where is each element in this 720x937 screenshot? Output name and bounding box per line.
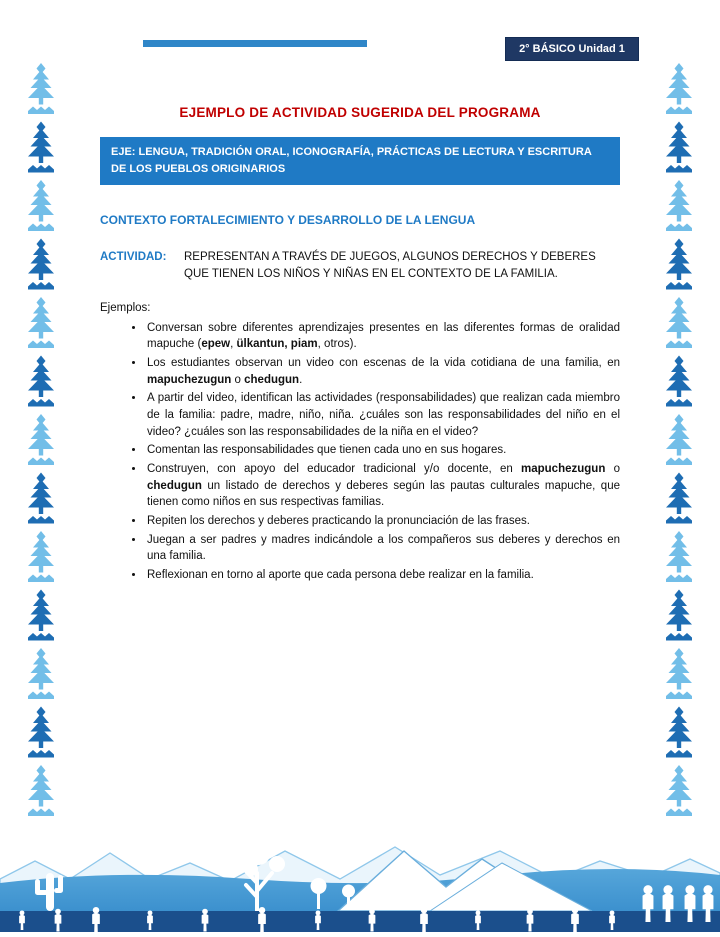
context-heading: CONTEXTO FORTALECIMIENTO Y DESARROLLO DE LA LENGUA [100, 213, 476, 228]
right-border-ornament [664, 62, 694, 824]
examples-label: Ejemplos: [100, 301, 151, 314]
left-border-ornament [26, 62, 56, 824]
top-blue-rule [143, 40, 367, 47]
unit-badge: 2° BÁSICO Unidad 1 [505, 37, 639, 61]
activity-block [100, 249, 620, 284]
activity-text: REPRESENTAN A TRAVÉS DE JUEGOS, ALGUNOS DERECHOS Y DEBERES QUE TIENEN LOS NIÑOS Y NIÑAS EN EL CONTEXTO DE LA FAMILIA. [184, 251, 596, 281]
example-bullet-item: • Repiten los derechos y deberes practicando la pronunciación de las frases. [145, 513, 620, 530]
eje-banner: EJE: LENGUA, TRADICIÓN ORAL, ICONOGRAFÍA, PRÁCTICAS DE LECTURA Y ESCRITURA DE LOS PUEBLOS ORIGINARIOS [100, 137, 620, 185]
example-bullet-item: • Juegan a ser padres y madres indicándole a los compañeros sus deberes y derechos en una familia. [145, 532, 620, 565]
document-content [100, 105, 620, 586]
examples-list [100, 320, 620, 584]
example-bullet-item: • Comentan las responsabilidades que tienen cada uno en sus hogares. [145, 442, 620, 459]
example-bullet-item: • Conversan sobre diferentes aprendizajes presentes en las diferentes formas de oralidad mapuche (epew, ülkantun, piam, otros). [145, 320, 620, 353]
example-bullet-item: • A partir del video, identifican las actividades (responsabilidades) que realizan cada miembro de la familia: padre, madre, niño, niña. ¿cuáles son las responsabilidades del niño en el video? ¿cuáles son las responsabilidades de la niña en el video? [145, 390, 620, 440]
footer-landscape-art [0, 817, 720, 932]
andean-landscape-silhouette-icon [0, 817, 720, 932]
activity-label: ACTIVIDAD: [100, 251, 167, 264]
example-bullet-item: • Los estudiantes observan un video con escenas de la vida cotidiana de una familia, en mapuchezugun o chedugun. [145, 355, 620, 388]
andean-totem-pattern-icon [664, 62, 694, 824]
andean-totem-pattern-icon [26, 62, 56, 824]
example-bullet-item: • Construyen, con apoyo del educador tradicional y/o docente, en mapuchezugun o chedugun un listado de derechos y deberes según las pautas culturales mapuche, que tienen como niños en sus respectivas familias. [145, 461, 620, 511]
example-bullet-item: • Reflexionan en torno al aporte que cada persona debe realizar en la familia. [145, 567, 620, 584]
page-title: EJEMPLO DE ACTIVIDAD SUGERIDA DEL PROGRAMA [179, 105, 541, 120]
